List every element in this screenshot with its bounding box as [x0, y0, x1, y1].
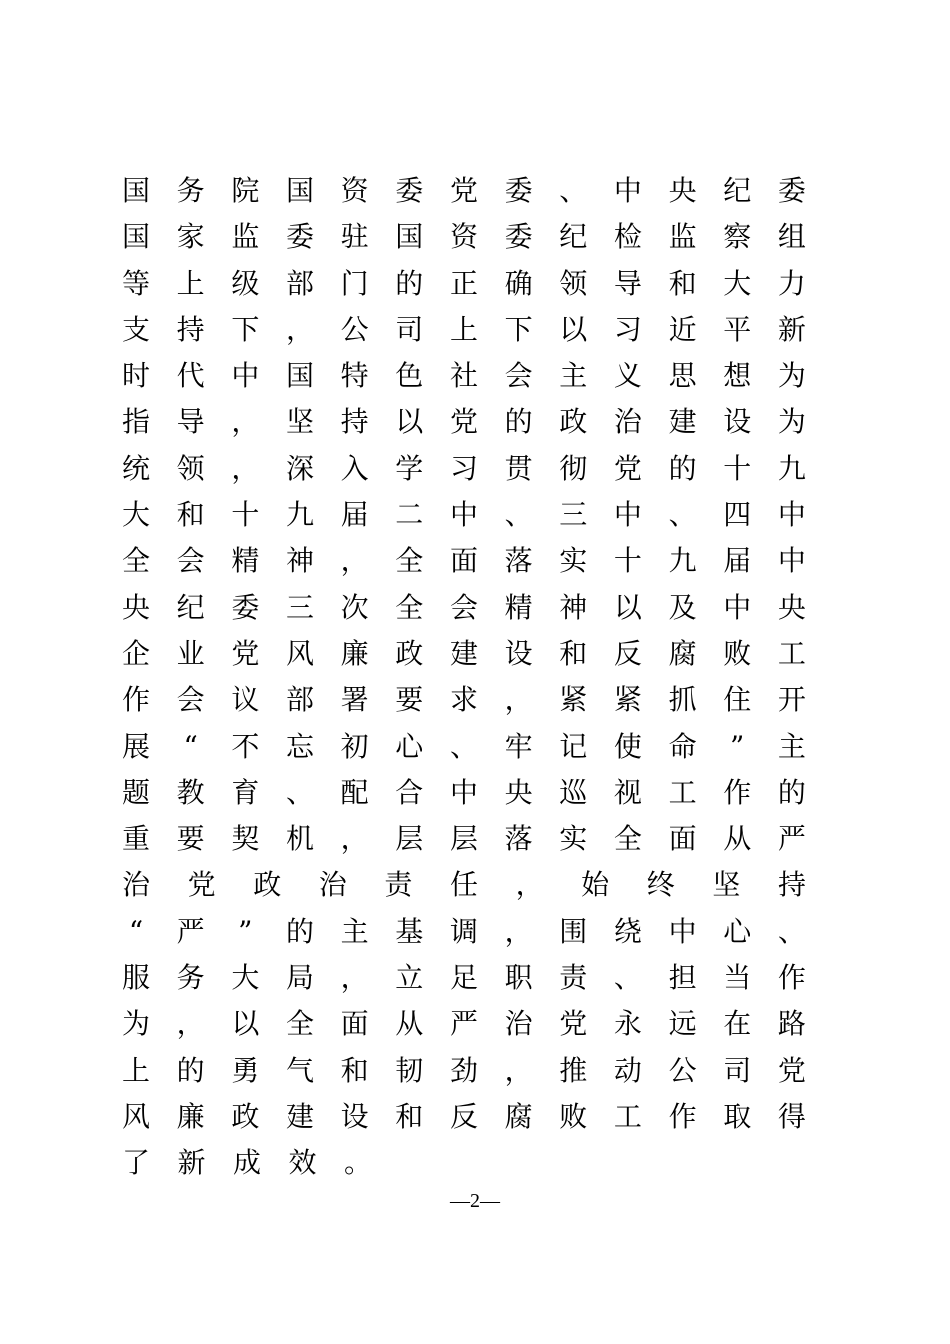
text-line: 服 务 大 局 ， 立 足 职 责 、 担 当 作 [122, 961, 806, 995]
text-line: 展 “ 不 忘 初 心 、 牢 记 使 命 ” 主 [122, 729, 806, 763]
text-line: 统 领 ， 深 入 学 习 贯 彻 党 的 十 九 [122, 451, 806, 485]
text-line: 时 代 中 国 特 色 社 会 主 义 思 想 为 [122, 359, 806, 393]
text-line: 题 教 育 、 配 合 中 央 巡 视 工 作 的 [122, 775, 806, 809]
text-line: 为 ， 以 全 面 从 严 治 党 永 远 在 路 [122, 1007, 806, 1041]
text-line: 作 会 议 部 署 要 求 ， 紧 紧 抓 住 开 [122, 683, 806, 717]
text-line: 治 党 政 治 责 任 ， 始 终 坚 持 [122, 868, 806, 902]
text-line: “ 严 ” 的 主 基 调 ， 围 绕 中 心 、 [128, 914, 806, 948]
text-line: 指 导 ， 坚 持 以 党 的 政 治 建 设 为 [122, 405, 806, 439]
text-line: 风 廉 政 建 设 和 反 腐 败 工 作 取 得 [122, 1099, 806, 1133]
text-line: 重 要 契 机 ， 层 层 落 实 全 面 从 严 [122, 822, 806, 856]
body-paragraph [122, 168, 806, 1187]
text-line: 等 上 级 部 门 的 正 确 领 导 和 大 力 [122, 266, 806, 300]
text-line: 国 务 院 国 资 委 党 委 、 中 央 纪 委 [122, 174, 806, 207]
text-line: 央 纪 委 三 次 全 会 精 神 以 及 中 央 [122, 590, 806, 624]
text-line: 国 家 监 委 驻 国 资 委 纪 检 监 察 组 [122, 220, 806, 254]
text-line: 大 和 十 九 届 二 中 、 三 中 、 四 中 [122, 498, 806, 532]
text-line: 全 会 精 神 ， 全 面 落 实 十 九 届 中 [122, 544, 806, 578]
text-line: 支 持 下 ， 公 司 上 下 以 习 近 平 新 [122, 312, 806, 346]
text-line: 企 业 党 风 廉 政 建 设 和 反 腐 败 工 [122, 636, 806, 670]
text-line: 了 新 成 效 。 [122, 1146, 373, 1180]
text-line: 上 的 勇 气 和 韧 劲 ， 推 动 公 司 党 [122, 1053, 806, 1087]
page-number: —2— [450, 1190, 500, 1212]
